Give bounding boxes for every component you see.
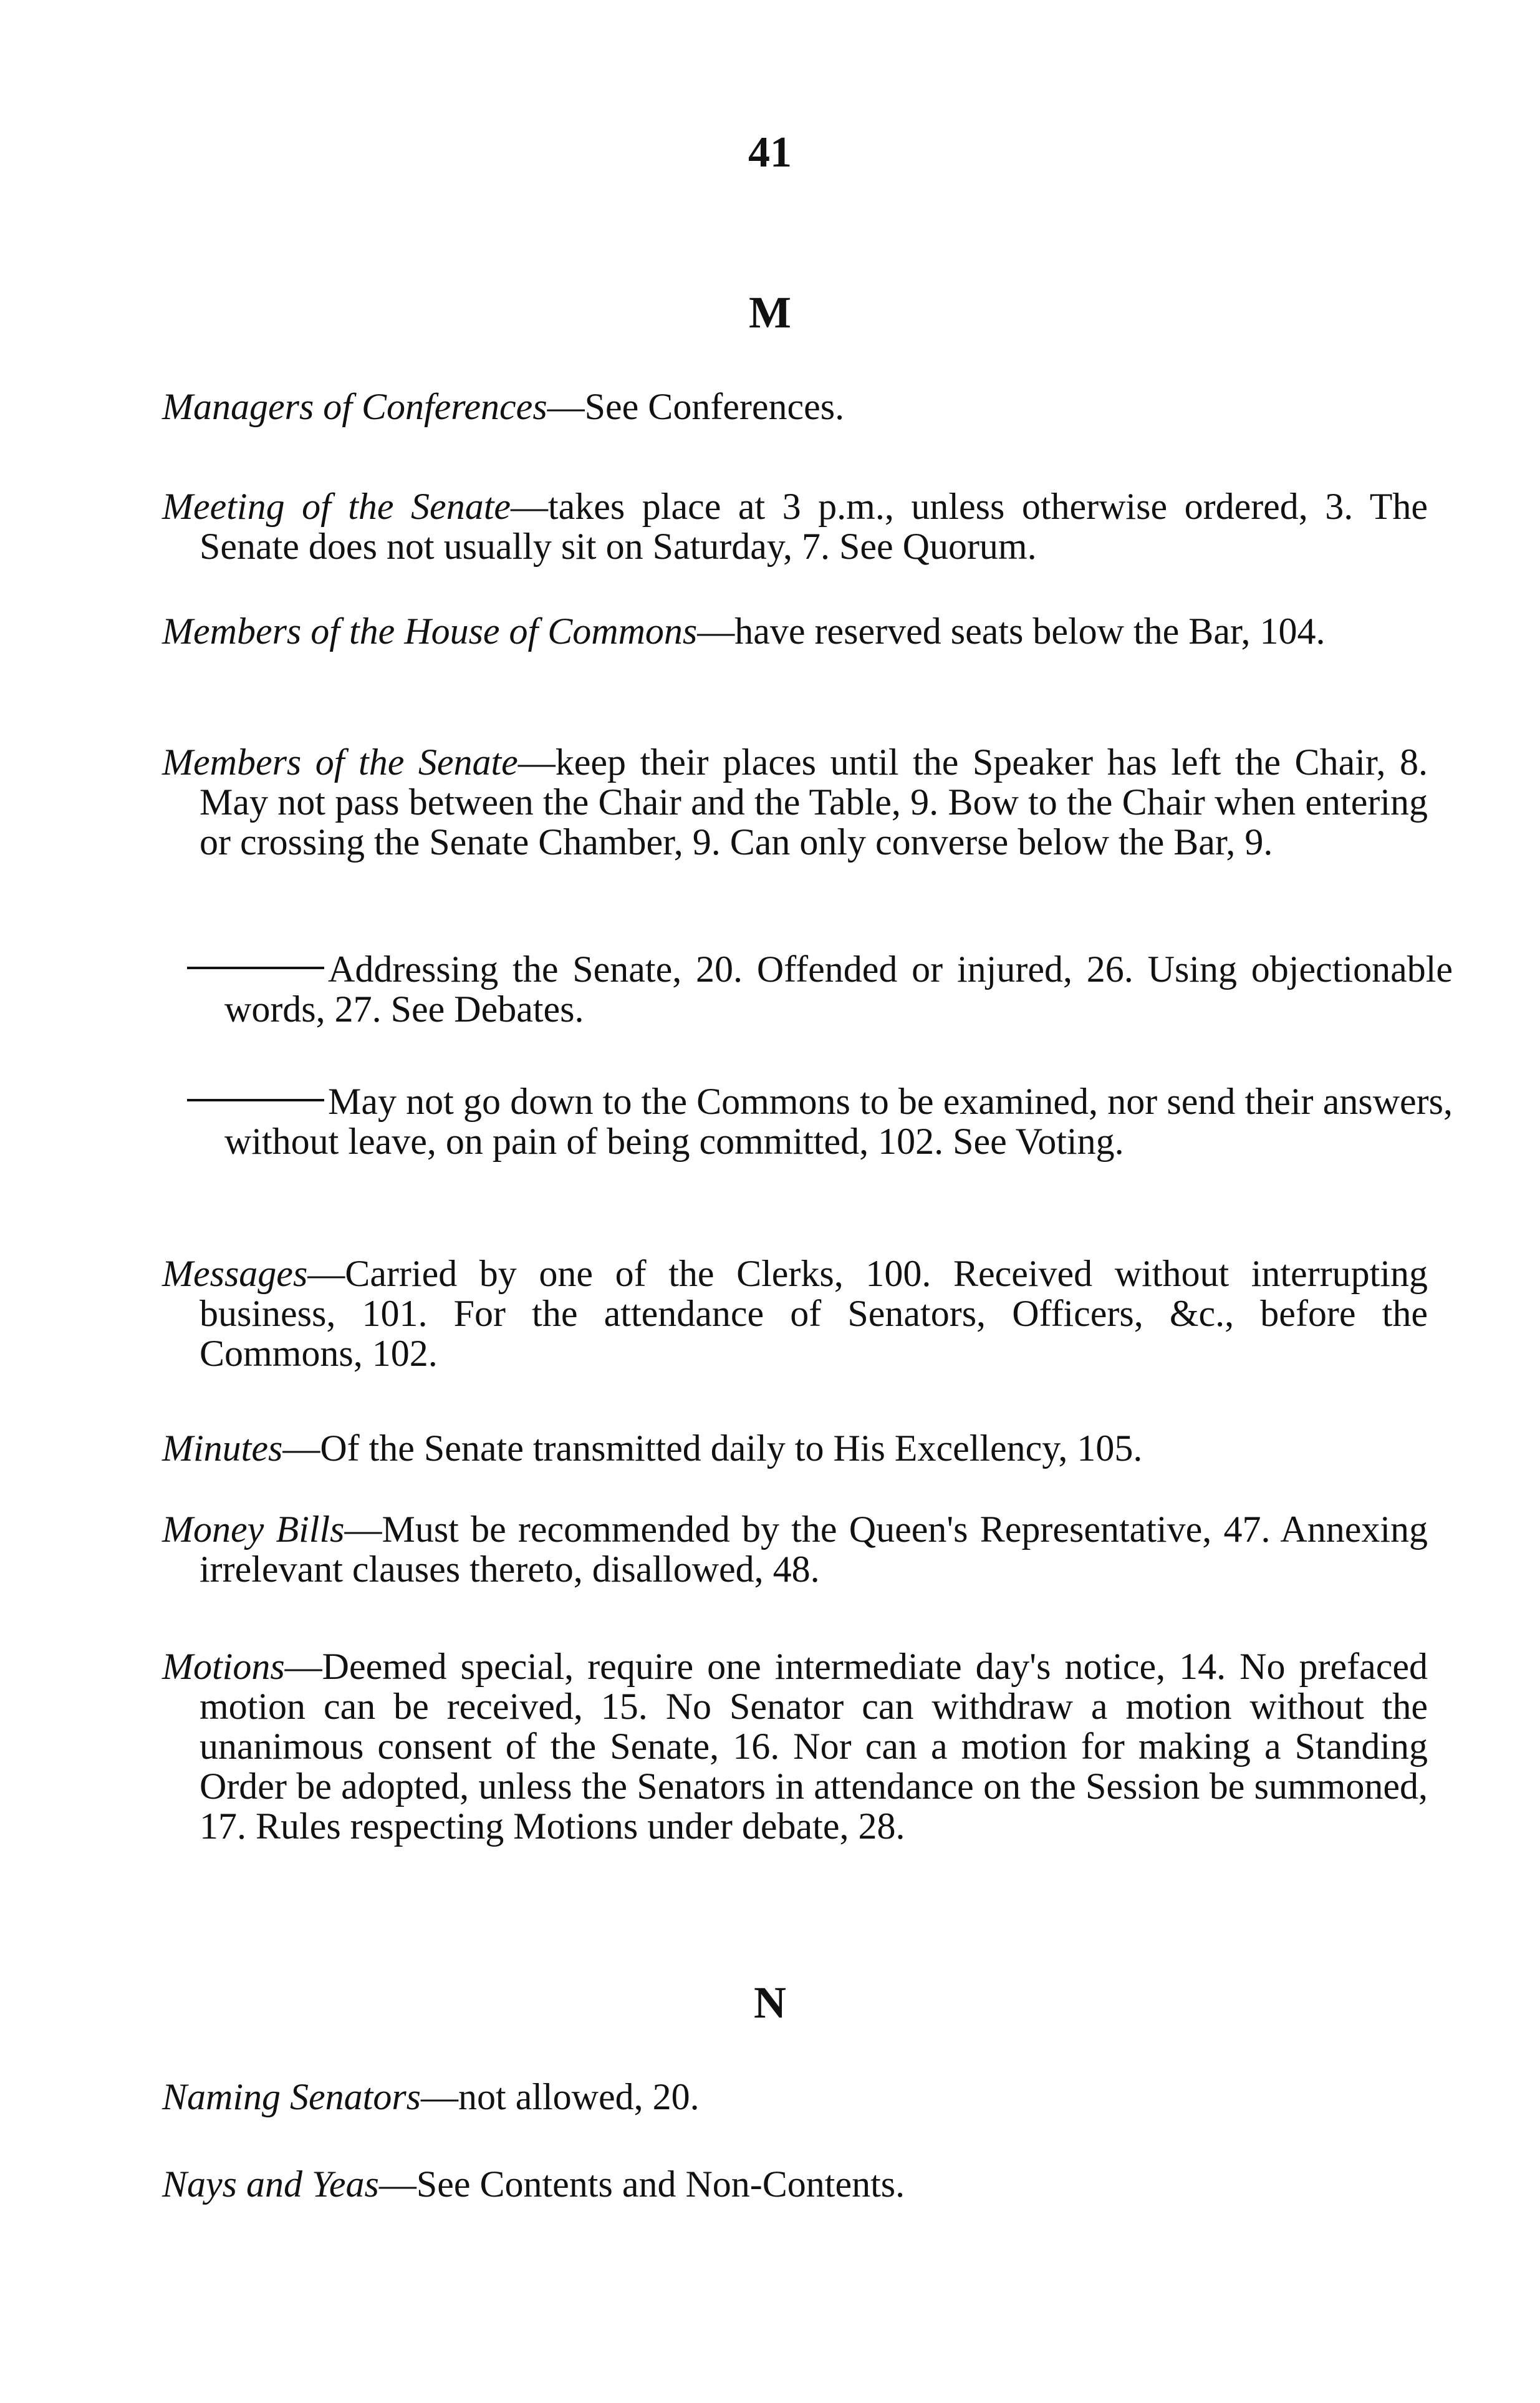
index-entry-minutes <box>162 1428 1428 1468</box>
entry-heading: Minutes <box>162 1428 283 1469</box>
entry-text: —not allowed, 20. <box>421 2076 700 2117</box>
index-entry-motions <box>162 1646 1428 1846</box>
entry-heading: Meeting of the Senate <box>162 486 511 527</box>
entry-text: —See Conferences. <box>547 386 845 427</box>
entry-heading: Money Bills <box>162 1509 345 1550</box>
entry-text: —takes place at 3 p.m., unless otherwise ordered, 3. The Senate does not usually sit on Saturday, 7. See Quorum. <box>200 486 1428 567</box>
entry-text: Addressing the Senate, 20. Offended or injured, 26. Using objectionable words, 27. See Debates. <box>224 949 1453 1030</box>
continuation-dash <box>187 967 324 969</box>
index-entry-money-bills <box>162 1509 1428 1589</box>
index-subentry-commons-examined <box>162 1081 1453 1161</box>
entry-text: —have reserved seats below the Bar, 104. <box>697 611 1326 652</box>
entry-text: —See Contents and Non-Contents. <box>378 2164 905 2205</box>
section-letter-m: M <box>749 288 791 337</box>
entry-heading: Members of the Senate <box>162 742 518 783</box>
entry-heading: Messages <box>162 1253 308 1294</box>
index-entry-naming-senators <box>162 2077 1428 2117</box>
entry-heading: Motions <box>162 1646 285 1687</box>
entry-heading: Members of the House of Commons <box>162 611 698 652</box>
index-entry-nays-and-yeas <box>162 2164 1428 2204</box>
entry-heading: Nays and Yeas <box>162 2164 379 2205</box>
entry-text: —Of the Senate transmitted daily to His Excellency, 105. <box>282 1428 1143 1469</box>
index-entry-managers <box>162 387 1428 427</box>
entry-heading: Managers of Conferences <box>162 386 547 427</box>
index-subentry-addressing <box>162 949 1453 1029</box>
entry-heading: Naming Senators <box>162 2076 421 2117</box>
entry-text: May not go down to the Commons to be examined, nor send their answers, without leave, on pain of being committed, 102. See Voting. <box>224 1081 1453 1162</box>
index-entry-members-of-the-senate <box>162 742 1428 862</box>
entry-text: —Must be recommended by the Queen's Representative, 47. Annexing irrelevant clauses thereto, disallowed, 48. <box>200 1509 1428 1590</box>
entry-text: —keep their places until the Speaker has left the Chair, 8. May not pass between the Chair and the Table, 9. Bow to the Chair when entering or crossing the Senate Chamber, 9. Can only converse below the Bar, 9. <box>200 742 1428 863</box>
entry-text: —Carried by one of the Clerks, 100. Received without interrupting business, 101. For the attendance of Senators, Officers, &c., before the Commons, 102. <box>200 1253 1428 1374</box>
index-entry-members-of-house-of-commons <box>162 611 1428 651</box>
index-entry-meeting-of-the-senate <box>162 486 1428 566</box>
index-entry-messages <box>162 1254 1428 1373</box>
continuation-dash <box>187 1099 324 1101</box>
section-letter-n: N <box>754 1978 786 2028</box>
page-number: 41 <box>748 128 792 176</box>
entry-text: —Deemed special, require one intermediate day's notice, 14. No prefaced motion can be received, 15. No Senator can withdraw a motion without the unanimous consent of the Senate, 16. Nor can a motion for making a Standing Order be adopted, unless the Senators in attendance on the Session be summoned, 17. Rules respecting Motions under debate, 28. <box>200 1646 1428 1847</box>
